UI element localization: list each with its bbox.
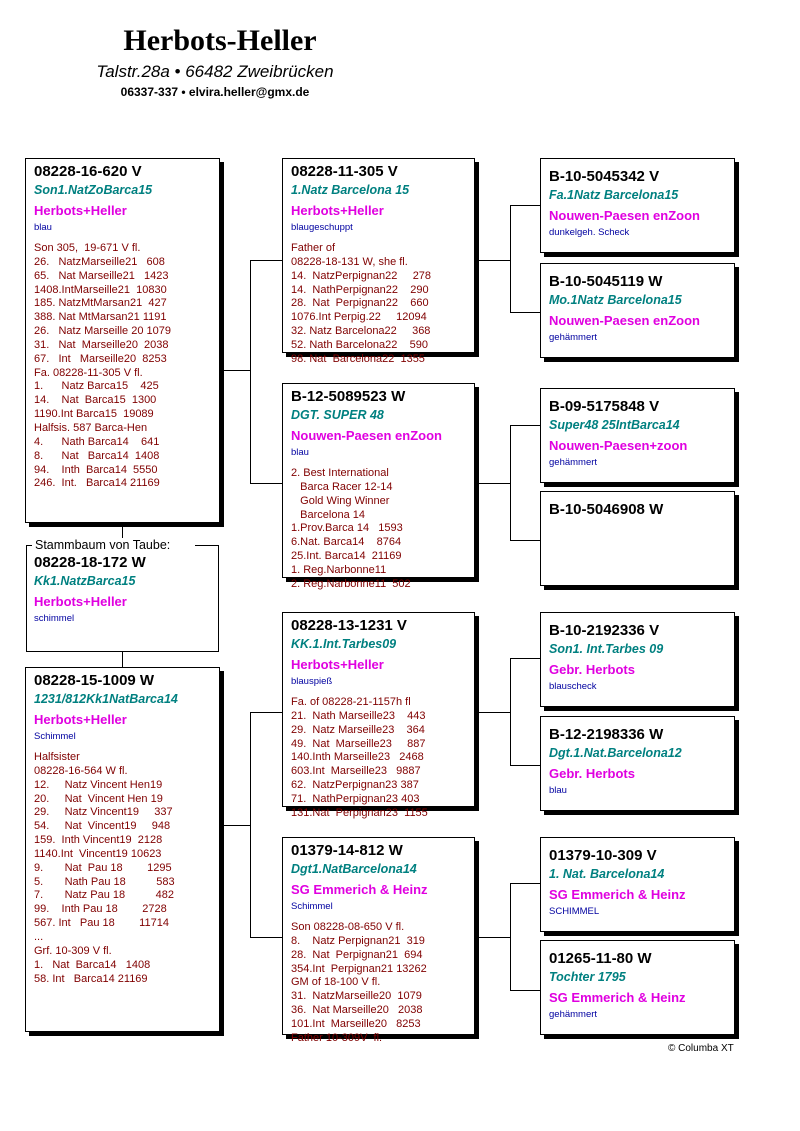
pedigree-card-mmf — [540, 837, 735, 932]
owner: Gebr. Herbots — [549, 766, 635, 781]
color: Schimmel — [34, 731, 76, 742]
pedigree-card-mfm — [540, 716, 735, 811]
breeder-address: Talstr.28a • 66482 Zweibrücken — [96, 62, 334, 81]
connector-line — [218, 545, 219, 651]
ring-number: B-09-5175848 V — [549, 398, 660, 415]
ring-number: B-10-5045119 W — [549, 273, 663, 290]
pigeon-name: Fa.1Natz Barcelona15 — [549, 188, 679, 202]
ring-number: B-10-5045342 V — [549, 168, 660, 185]
pedigree-card-ffm — [540, 263, 735, 358]
performance-info: Halfsister 08228-16-564 W fl. 12. Natz Vincent Hen19 20. Nat Vincent Hen 19 29. Natz Vincent19 337 54. Nat Vincent19 948 159. Inth Vincent19 2128 1140.Int Vincent19 10623 9. Nat Pau 18 1295 5. Nath Pau 18 583 7. Natz Pau 18 482 99. Inth Pau 18 2728 567. Int Pau 18 11714 ... Grf. 10-309 V fl. 1. Nat Barca14 1408 58. Int Barca14 21169 — [34, 751, 175, 985]
connector-line — [220, 825, 250, 826]
performance-info: Son 08228-08-650 V fl. 8. Natz Perpignan21 319 28. Nat Perpignan21 694 354.Int Perpignan21 13262 GM of 18-100 V fl. 31. NatzMarseille20 1079 36. Nat Marseille20 2038 101.Int Marseille20 8253 Father 10-309V fl. — [291, 921, 427, 1044]
pedigree-card-ff — [282, 158, 475, 365]
pedigree-card-mother — [25, 667, 220, 1032]
ring-number: 08228-11-305 V — [291, 163, 398, 180]
pigeon-name: Dgt.1.Nat.Barcelona12 — [549, 746, 682, 760]
ring-number: B-12-2198336 W — [549, 726, 664, 743]
owner: Gebr. Herbots — [549, 662, 635, 677]
ring-number: 08228-13-1231 V — [291, 617, 407, 634]
pigeon-name: Son1. Int.Tarbes 09 — [549, 642, 664, 656]
connector-line — [510, 540, 540, 541]
connector-line — [475, 712, 510, 713]
connector-line — [510, 205, 540, 206]
owner: Herbots+Heller — [34, 203, 127, 218]
owner: Herbots+Heller — [34, 712, 127, 727]
pedigree-card-mm — [282, 837, 475, 1044]
connector-line — [510, 658, 511, 765]
owner: Nouwen-Paesen enZoon — [549, 313, 700, 328]
ring-number: 08228-16-620 V — [34, 163, 142, 180]
pigeon-name: 1.Natz Barcelona 15 — [291, 183, 410, 197]
pigeon-name: KK.1.Int.Tarbes09 — [291, 637, 397, 651]
connector-line — [510, 425, 511, 540]
pedigree-card-fff — [540, 158, 735, 253]
connector-line — [475, 260, 510, 261]
connector-line — [510, 425, 540, 426]
connector-line — [195, 545, 218, 546]
copyright-note: © Columba XT — [668, 1043, 734, 1054]
connector-line — [250, 483, 282, 484]
owner: Herbots+Heller — [34, 594, 127, 609]
pedigree-card-mf — [282, 612, 475, 819]
pedigree-label: Stammbaum von Taube: — [32, 538, 173, 552]
pedigree-card-father — [25, 158, 220, 523]
owner: Herbots+Heller — [291, 657, 384, 672]
pigeon-name: Dgt1.NatBarcelona14 — [291, 862, 417, 876]
performance-info: Fa. of 08228-21-1157h fl 21. Nath Marseille23 443 29. Natz Marseille23 364 49. Nat Marseille23 887 140.Inth Marseille23 2468 603.Int Marseille23 9887 62. NatzPerpignan23 387 71. NathPerpignan23 403 131.Nat Perpignan23 1155 — [291, 696, 428, 819]
pigeon-name: DGT. SUPER 48 — [291, 408, 384, 422]
ring-number: 01379-10-309 V — [549, 847, 657, 864]
connector-line — [475, 937, 510, 938]
connector-line — [250, 260, 251, 483]
pigeon-name: Super48 25IntBarca14 — [549, 418, 680, 432]
color: gehämmert — [549, 332, 598, 343]
pedigree-card-subject — [27, 554, 217, 649]
connector-line — [220, 370, 250, 371]
ring-number: B-12-5089523 W — [291, 388, 406, 405]
connector-line — [250, 260, 282, 261]
color: blau — [34, 222, 52, 233]
performance-info: Father of 08228-18-131 W, she fl. 14. NatzPerpignan22 278 14. NathPerpignan22 290 28. Nat Perpignan22 660 1076.Int Perpig.22 12094 32. Natz Barcelona22 368 52. Nath Barcelona22 590 98. Nat Barcelona22 1355 — [291, 242, 432, 365]
ring-number: 01379-14-812 W — [291, 842, 403, 859]
ring-number: 08228-15-1009 W — [34, 672, 155, 689]
connector-line — [26, 651, 219, 652]
pedigree-card-fm — [282, 383, 475, 590]
color: blau — [549, 785, 567, 796]
color: Schimmel — [291, 901, 333, 912]
breeder-name: Herbots-Heller — [123, 24, 317, 57]
owner: Herbots+Heller — [291, 203, 384, 218]
color: blauscheck — [549, 681, 597, 692]
connector-line — [510, 883, 540, 884]
connector-line — [250, 712, 251, 937]
pigeon-name: Son1.NatZoBarca15 — [34, 183, 153, 197]
pigeon-name: Kk1.NatzBarca15 — [34, 574, 136, 588]
owner: Nouwen-Paesen enZoon — [291, 428, 442, 443]
color: schimmel — [34, 613, 75, 624]
pedigree-card-mff — [540, 612, 735, 707]
pedigree-card-fmm — [540, 491, 735, 586]
owner: SG Emmerich & Heinz — [549, 990, 686, 1005]
pedigree-card-fmf — [540, 388, 735, 483]
connector-line — [510, 658, 540, 659]
breeder-contact: 06337-337 • elvira.heller@gmx.de — [120, 85, 310, 99]
connector-line — [122, 651, 123, 667]
color: blaugeschuppt — [291, 222, 353, 233]
pigeon-name: 1. Nat. Barcelona14 — [549, 867, 665, 881]
pedigree-card-mmm — [540, 940, 735, 1035]
owner: SG Emmerich & Heinz — [549, 887, 686, 902]
ring-number: B-10-2192336 V — [549, 622, 660, 639]
connector-line — [250, 937, 282, 938]
color: dunkelgeh. Scheck — [549, 227, 630, 238]
ring-number: 08228-18-172 W — [34, 554, 146, 571]
connector-line — [510, 205, 511, 312]
connector-line — [475, 483, 510, 484]
owner: Nouwen-Paesen+zoon — [549, 438, 688, 453]
color: blauspieß — [291, 676, 333, 687]
ring-number: B-10-5046908 W — [549, 501, 664, 518]
owner: Nouwen-Paesen enZoon — [549, 208, 700, 223]
color: gehämmert — [549, 457, 598, 468]
pigeon-name: Mo.1Natz Barcelona15 — [549, 293, 682, 307]
color: gehämmert — [549, 1009, 598, 1020]
pigeon-name: Tochter 1795 — [549, 970, 626, 984]
owner: SG Emmerich & Heinz — [291, 882, 428, 897]
connector-line — [250, 712, 282, 713]
connector-line — [510, 883, 511, 990]
color: blau — [291, 447, 309, 458]
performance-info: Son 305, 19-671 V fl. 26. NatzMarseille21 608 65. Nat Marseille21 1423 1408.IntMarseille21 10830 185. NatzMtMarsan21 427 388. Nat MtMarsan21 1191 26. Natz Marseille 20 1079 31. Nat Marseille20 2038 67. Int Marseille20 8253 Fa. 08228-11-305 V fl. 1. Natz Barca15 425 14. Nat Barca15 1300 1190.Int Barca15 19089 Halfsis. 587 Barca-Hen 4. Nath Barca14 641 8. Nat Barca14 1408 94. Inth Barca14 5550 246. Int. Barca14 21169 — [34, 242, 171, 490]
connector-line — [510, 312, 540, 313]
ring-number: 01265-11-80 W — [549, 950, 652, 967]
connector-line — [510, 990, 540, 991]
pigeon-name: 1231/812Kk1NatBarca14 — [34, 692, 178, 706]
color: SCHIMMEL — [549, 906, 600, 917]
connector-line — [510, 765, 540, 766]
performance-info: 2. Best International Barca Racer 12-14 Gold Wing Winner Barcelona 14 1.Prov.Barca 14 1593 6.Nat. Barca14 8764 25.Int. Barca14 21169 1. Reg.Narbonne11 2. Reg.Narbonne11 502 — [291, 467, 411, 590]
